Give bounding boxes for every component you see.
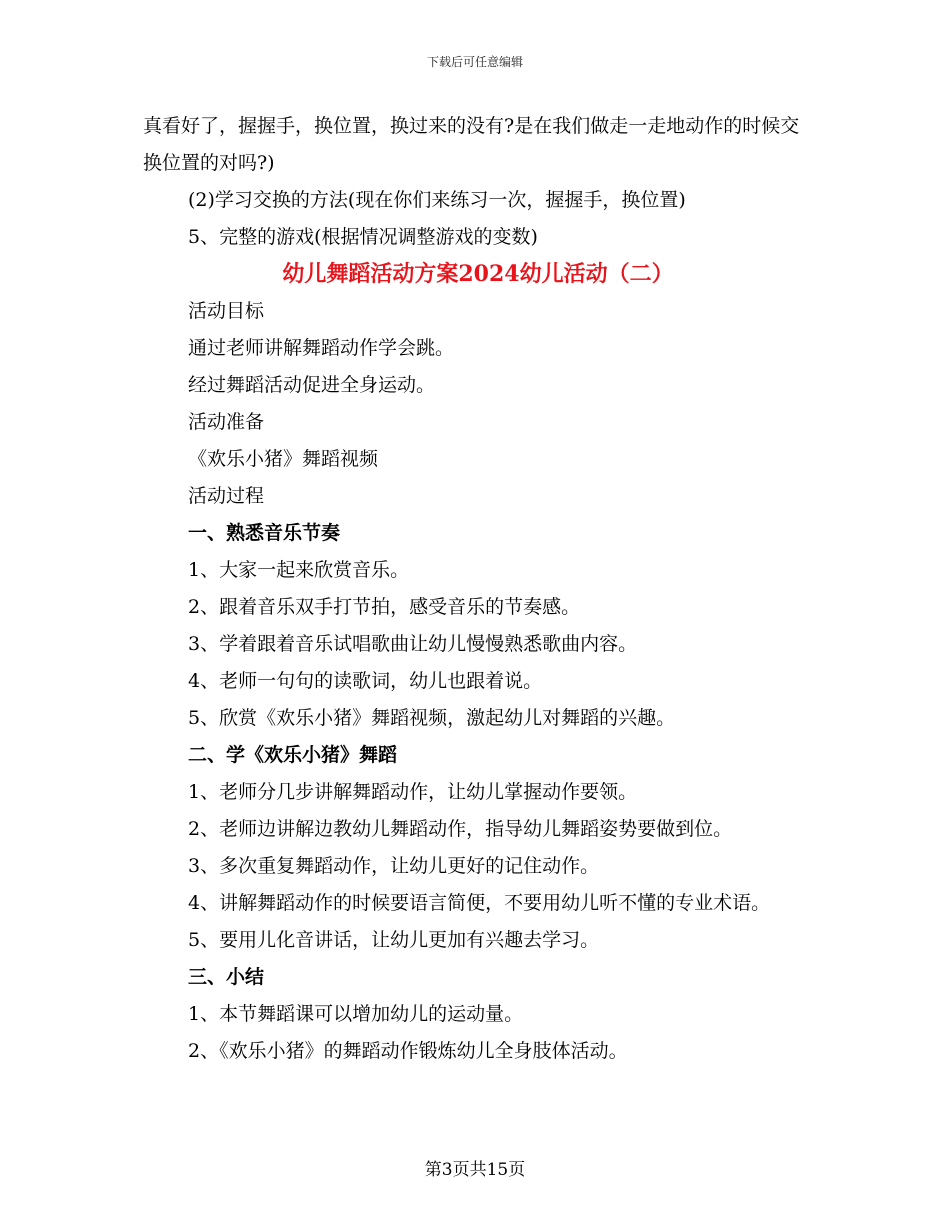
list-item: 2、《欢乐小猪》的舞蹈动作锻炼幼儿全身肢体活动。 (188, 1040, 628, 1062)
paragraph: 通过老师讲解舞蹈动作学会跳。 (188, 337, 455, 359)
subheading: 一、熟悉音乐节奏 (188, 522, 341, 544)
paragraph: 《欢乐小猪》舞蹈视频 (188, 448, 379, 470)
list-item: 3、学着跟着音乐试唱歌曲让幼儿慢慢熟悉歌曲内容。 (188, 633, 638, 655)
paragraph: 活动目标 (188, 300, 265, 322)
paragraph: (2)学习交换的方法(现在你们来练习一次，握握手，换位置) (188, 189, 686, 211)
document-body (143, 108, 813, 1070)
paragraph: 经过舞蹈活动促进全身运动。 (188, 374, 436, 396)
paragraph: 活动过程 (188, 485, 265, 507)
subheading: 二、学《欢乐小猪》舞蹈 (188, 744, 398, 766)
list-item: 1、本节舞蹈课可以增加幼儿的运动量。 (188, 1003, 524, 1025)
list-item: 4、讲解舞蹈动作的时候要语言简便，不要用幼儿听不懂的专业术语。 (188, 892, 771, 914)
list-item: 3、多次重复舞蹈动作，让幼儿更好的记住动作。 (188, 855, 600, 877)
section-title: 幼儿舞蹈活动方案2024幼儿活动（二） (282, 261, 674, 287)
paragraph: 真看好了，握握手，换位置，换过来的没有?是在我们做走一走地动作的时候交换位置的对吗?) (143, 115, 800, 174)
list-item: 2、老师边讲解边教幼儿舞蹈动作，指导幼儿舞蹈姿势要做到位。 (188, 818, 733, 840)
page-header: 下载后可任意编辑 (426, 55, 523, 69)
paragraph: 5、完整的游戏(根据情况调整游戏的变数) (188, 226, 538, 248)
list-item: 4、老师一句句的读歌词，幼儿也跟着说。 (188, 670, 543, 692)
page-footer: 第3页共15页 (424, 1160, 526, 1180)
list-item: 5、欣赏《欢乐小猪》舞蹈视频，激起幼儿对舞蹈的兴趣。 (188, 707, 676, 729)
list-item: 1、大家一起来欣赏音乐。 (188, 559, 410, 581)
paragraph: 活动准备 (188, 411, 265, 433)
subheading: 三、小结 (188, 966, 265, 988)
list-item: 5、要用儿化音讲话，让幼儿更加有兴趣去学习。 (188, 929, 600, 951)
list-item: 1、老师分几步讲解舞蹈动作，让幼儿掌握动作要领。 (188, 781, 638, 803)
list-item: 2、跟着音乐双手打节拍，感受音乐的节奏感。 (188, 596, 581, 618)
